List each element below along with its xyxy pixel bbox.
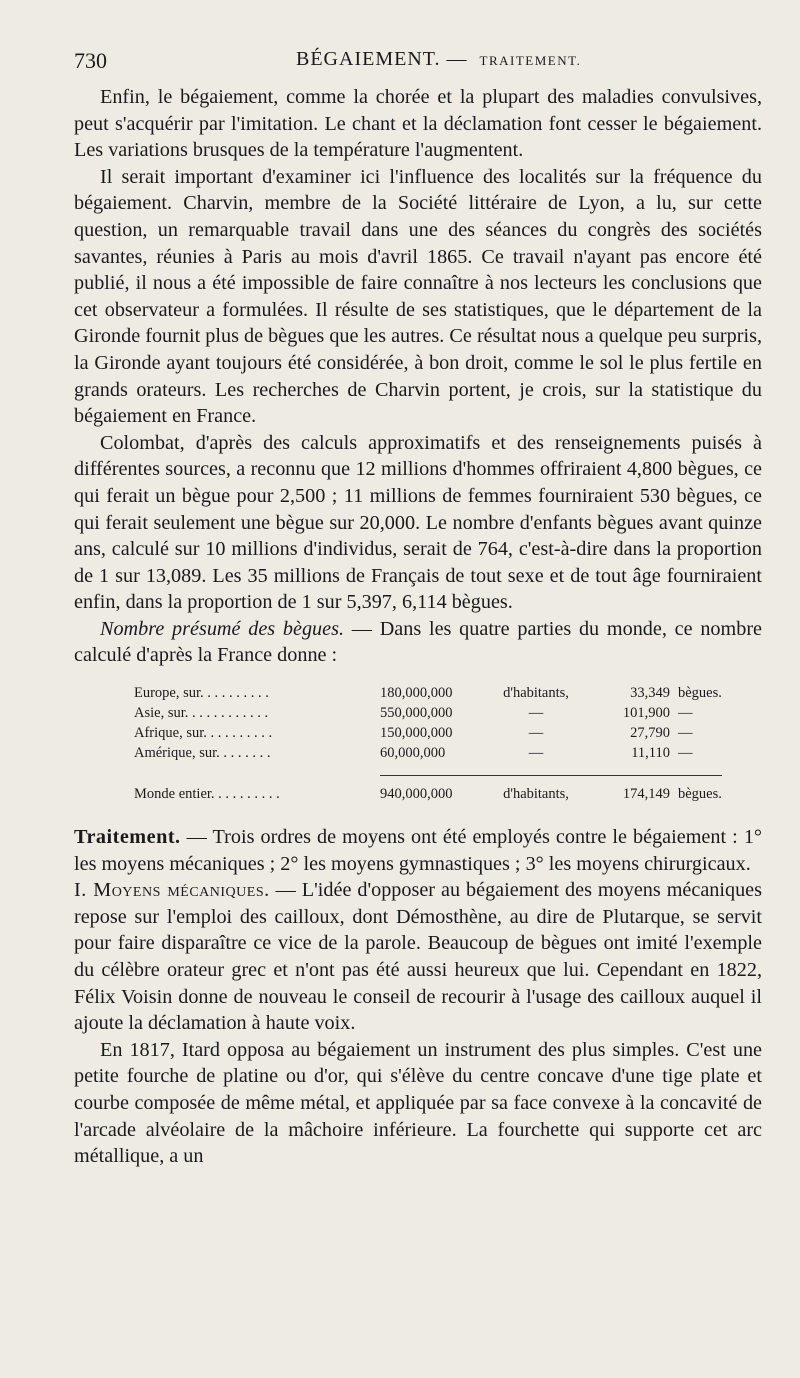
table-total-row — [134, 776, 722, 805]
population-cell: 550,000,000 — [380, 705, 453, 722]
paragraph-imitation: Enfin, le bégaiement, comme la chorée et la plupart des maladies convulsives, peut s'acquérir par l'imitation. Le chant et la déclamation font cesser le bégaiement. Les variations brusques de la température l'augmentent. — [74, 86, 762, 162]
body-text — [74, 84, 762, 1170]
stammerers-table — [134, 683, 722, 804]
running-title-sub: TRAITEMENT. — [479, 53, 582, 68]
running-header — [74, 48, 764, 74]
treatment-heading: Traitement. — [74, 826, 181, 849]
paragraph-presumed-number — [74, 616, 762, 669]
total-stammerers-cell: 174,149 — [588, 776, 670, 805]
region-cell: Asie, sur. . . . . . . . . . . . — [134, 705, 269, 722]
population-cell: 150,000,000 — [380, 725, 453, 742]
treatment-text: — Trois ordres de moyens ont été employés contre le bégaiement : 1° les moyens mécaniques ; 2° les moyens gymnastiques ; 3° les moyens chirurgicaux. — [74, 826, 762, 875]
table-spacer — [134, 763, 722, 776]
mechanical-means-text: — L'idée d'opposer au bégaiement des moyens mécaniques repose sur l'emploi des cailloux, dont Démosthène, au dire de Plutarque, se servit pour faire disparaître ce vice de la parole. Beaucoup de bègues ont imité l'exemple du célèbre orateur grec et n'ont pas été aussi heureux que lui. Cependant en 1822, Félix Voisin donne de nouveau le conseil de recourir à l'usage des cailloux auquel il ajoute la déclamation à haute voix. — [74, 879, 762, 1035]
total-population-cell: 940,000,000 — [380, 776, 484, 805]
paragraph-mechanical-means — [74, 877, 762, 1037]
stammerers-cell: 11,110 — [631, 745, 670, 762]
stammerers-cell: 101,900 — [622, 705, 670, 722]
total-region-cell: Monde entier. . . . . . . . . . — [134, 785, 280, 802]
population-cell: 60,000,000 — [380, 745, 446, 762]
table-row — [134, 743, 722, 763]
unit-cell: d'habitants, — [503, 685, 569, 702]
table-row — [134, 683, 722, 703]
unit2-cell: bègues. — [678, 685, 722, 702]
region-cell: Amérique, sur. . . . . . . . — [134, 745, 271, 762]
page-number: 730 — [74, 48, 107, 73]
paragraph-itard: En 1817, Itard opposa au bégaiement un instrument des plus simples. C'est une petite fourche de platine ou d'or, qui s'élève du centre concave d'une tige plate et courbe composée de même métal, et appliquée par sa face convexe à la concavité de l'arcade alvéolaire de la mâchoire inférieure. La fourchette qui supporte cet arc métallique, a un — [74, 1038, 762, 1168]
population-cell: 180,000,000 — [380, 685, 453, 702]
region-cell: Afrique, sur. . . . . . . . . . — [134, 725, 273, 742]
total-unit-cell: d'habitants, — [484, 776, 588, 805]
presumed-number-lead: Nombre présumé des bègues. — [100, 617, 345, 640]
stammerers-cell: 27,790 — [630, 725, 670, 742]
unit-cell: — — [528, 745, 544, 762]
region-cell: Europe, sur. . . . . . . . . . — [134, 685, 269, 702]
table-row — [134, 723, 722, 743]
running-title-dash: — — [446, 48, 468, 70]
paragraph-localities: Il serait important d'examiner ici l'influence des localités sur la fréquence du bégaiement. Charvin, membre de la Société littéraire de Lyon, a lu, sur cette question, un remarquable travail dans une des séances du congrès des sociétés savantes, réunies à Paris au mois d'avril 1865. Ce travail n'ayant pas encore été publié, il nous a été impossible de faire connaître à nos lecteurs les conclusions que cet observateur a formulées. Il résulte de ses statistiques, que le département de la Gironde fournit plus de bègues que les autres. Ce résultat nous a quelque peu surpris, la Gironde ayant toujours été considérée, à bon droit, comme le sol le plus fertile en grands orateurs. Les recherches de Charvin portent, je crois, sur la statistique du bégaiement en France. — [74, 165, 762, 428]
presumed-number-text: — Dans les quatre parties du monde, ce nombre calculé d'après la France donne : — [74, 617, 762, 667]
total-unit2-cell: bègues. — [670, 776, 722, 805]
unit-cell: — — [528, 725, 544, 742]
running-title — [296, 48, 581, 71]
unit-cell: — — [528, 705, 544, 722]
stammerers-cell: 33,349 — [630, 685, 670, 702]
paragraph-treatment — [74, 824, 762, 877]
unit2-cell: — — [678, 725, 693, 742]
unit2-cell: — — [678, 745, 693, 762]
table-row — [134, 703, 722, 723]
unit2-cell: — — [678, 705, 693, 722]
mechanical-means-heading: I. Moyens mécaniques. — [74, 879, 270, 902]
paragraph-colombat: Colombat, d'après des calculs approximatifs et des renseignements puisés à différentes sources, a reconnu que 12 millions d'hommes offriraient 4,800 bègues, ce qui ferait un bègue pour 2,500 ; 11 millions de femmes fourniraient 530 bègues, ce qui ferait seulement une bègue sur 20,000. Le nombre d'enfants bègues avant quinze ans, calculé sur 10 millions d'individus, serait de 764, c'est-à-dire dans la proportion de 1 sur 13,089. Les 35 millions de Français de tout sexe et de tout âge fourniraient enfin, dans la proportion de 1 sur 5,397, 6,114 bègues. — [74, 431, 762, 614]
running-title-main: BÉGAIEMENT. — [296, 48, 441, 70]
